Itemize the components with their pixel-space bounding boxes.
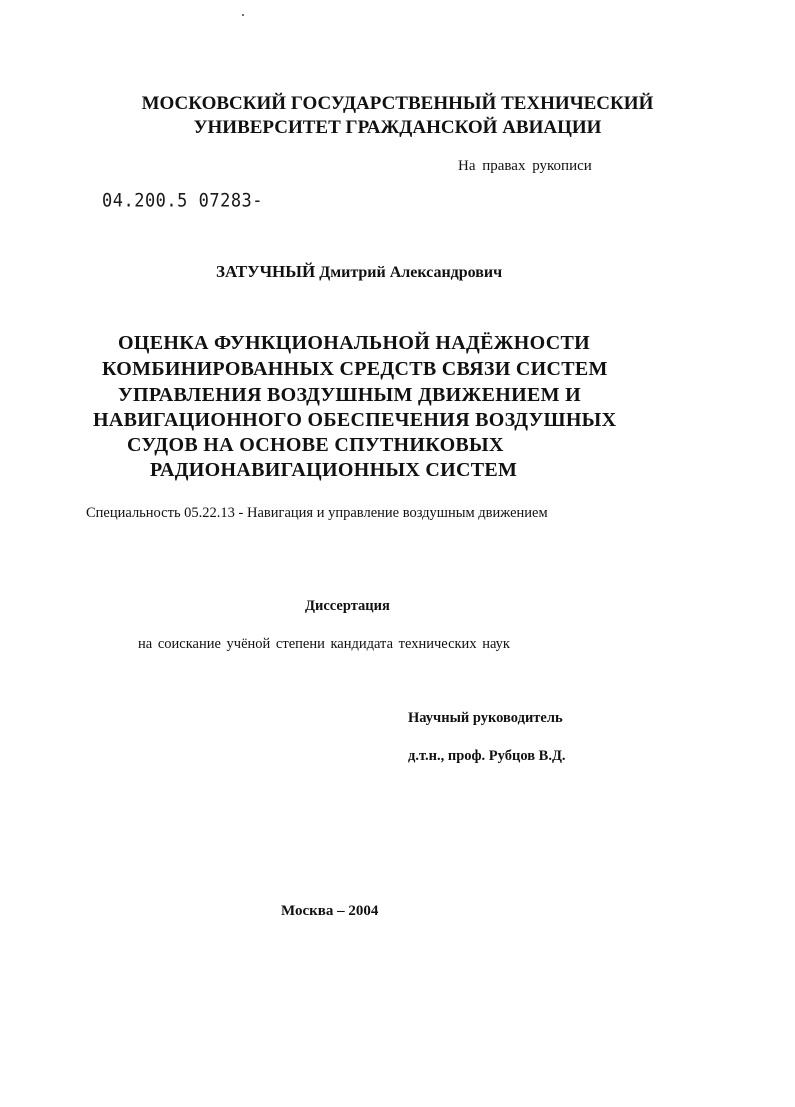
title-line: КОМБИНИРОВАННЫХ СРЕДСТВ СВЯЗИ СИСТЕМ xyxy=(102,358,608,380)
specialty: Специальность 05.22.13 - Навигация и управление воздушным движением xyxy=(86,505,548,521)
registration-stamp: 04.200.5 07283- xyxy=(102,190,264,212)
university-line: УНИВЕРСИТЕТ ГРАЖДАНСКОЙ АВИАЦИИ xyxy=(193,117,602,138)
title-line: УПРАВЛЕНИЯ ВОЗДУШНЫМ ДВИЖЕНИЕМ И xyxy=(118,384,581,406)
university-name xyxy=(0,92,795,140)
title-line: РАДИОНАВИГАЦИОННЫХ СИСТЕМ xyxy=(150,459,518,481)
author-surname: ЗАТУЧНЫЙ xyxy=(216,262,316,281)
supervisor-label: Научный руководитель xyxy=(408,710,563,726)
title-line: ОЦЕНКА ФУНКЦИОНАЛЬНОЙ НАДЁЖНОСТИ xyxy=(118,332,590,354)
work-type: Диссертация xyxy=(305,598,390,614)
author-given-names: Дмитрий Александрович xyxy=(319,264,503,281)
university-line: МОСКОВСКИЙ ГОСУДАРСТВЕННЫЙ ТЕХНИЧЕСКИЙ xyxy=(141,93,654,114)
supervisor-name: д.т.н., проф. Рубцов В.Д. xyxy=(408,748,566,764)
title-line: СУДОВ НА ОСНОВЕ СПУТНИКОВЫХ xyxy=(127,434,504,456)
author-name xyxy=(216,262,502,282)
title-line: НАВИГАЦИОННОГО ОБЕСПЕЧЕНИЯ ВОЗДУШНЫХ xyxy=(93,409,617,431)
manuscript-note: На правах рукописи xyxy=(458,158,592,174)
city-year: Москва – 2004 xyxy=(281,903,379,919)
scan-speck xyxy=(242,14,244,16)
degree: на соискание учёной степени кандидата технических наук xyxy=(138,636,510,652)
